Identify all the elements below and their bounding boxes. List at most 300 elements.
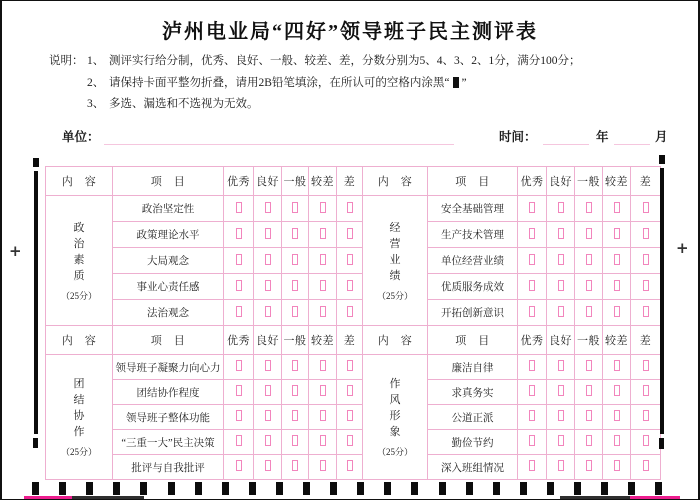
score-cell — [518, 355, 547, 380]
category-cell — [363, 196, 428, 326]
score-checkbox[interactable] — [292, 202, 298, 213]
item-label: 廉洁自律 — [428, 355, 518, 380]
timing-mark — [547, 482, 554, 495]
column-header-score: 一般 — [282, 326, 309, 355]
score-cell — [309, 274, 337, 300]
score-checkbox[interactable] — [529, 410, 535, 421]
table-row — [46, 274, 661, 300]
score-checkbox[interactable] — [529, 360, 535, 371]
score-cell — [337, 274, 363, 300]
score-checkbox[interactable] — [558, 435, 564, 446]
item-label: 开拓创新意识 — [428, 300, 518, 326]
score-cell — [518, 405, 547, 430]
score-checkbox[interactable] — [320, 385, 326, 396]
score-cell — [575, 355, 603, 380]
table-header-row — [46, 326, 661, 355]
score-checkbox[interactable] — [320, 280, 326, 291]
score-cell — [518, 300, 547, 326]
score-cell — [254, 430, 282, 455]
score-checkbox[interactable] — [643, 254, 649, 265]
item-label: 政策理论水平 — [113, 222, 224, 248]
category-label: 团 结 协 作 — [73, 378, 85, 438]
score-checkbox[interactable] — [529, 460, 535, 471]
timing-mark — [466, 482, 473, 495]
score-cell — [254, 274, 282, 300]
column-header-item: 项 目 — [113, 167, 224, 196]
score-checkbox[interactable] — [643, 410, 649, 421]
score-cell — [282, 248, 309, 274]
score-cell — [518, 222, 547, 248]
score-checkbox[interactable] — [347, 385, 353, 396]
score-cell — [224, 300, 254, 326]
score-checkbox[interactable] — [614, 202, 620, 213]
registration-plus-right-icon: + — [676, 239, 689, 257]
item-label: 政治坚定性 — [113, 196, 224, 222]
score-cell — [547, 380, 575, 405]
column-header-score: 良好 — [254, 326, 282, 355]
timing-mark — [628, 482, 635, 495]
score-checkbox[interactable] — [643, 460, 649, 471]
score-checkbox[interactable] — [236, 202, 242, 213]
score-checkbox[interactable] — [236, 280, 242, 291]
score-cell — [631, 274, 661, 300]
score-checkbox[interactable] — [265, 202, 271, 213]
score-cell — [224, 355, 254, 380]
score-cell — [254, 222, 282, 248]
month-label: 月 — [655, 130, 668, 144]
timing-mark — [411, 482, 418, 495]
timing-mark — [113, 482, 120, 495]
fill-sample-square-icon — [453, 77, 459, 88]
calibration-line-dark-right — [560, 496, 630, 499]
category-score-note: （25分） — [60, 447, 97, 457]
score-cell — [575, 430, 603, 455]
item-label: 事业心责任感 — [113, 274, 224, 300]
score-checkbox[interactable] — [586, 280, 592, 291]
score-cell — [518, 248, 547, 274]
score-cell — [631, 300, 661, 326]
instruction-text — [109, 73, 467, 95]
score-checkbox[interactable] — [265, 228, 271, 239]
score-checkbox[interactable] — [529, 254, 535, 265]
score-cell — [309, 455, 337, 480]
score-cell — [309, 430, 337, 455]
score-cell — [282, 300, 309, 326]
score-checkbox[interactable] — [265, 306, 271, 317]
sync-tick-left-bottom — [33, 438, 38, 448]
score-checkbox[interactable] — [265, 280, 271, 291]
score-cell — [224, 405, 254, 430]
score-checkbox[interactable] — [320, 254, 326, 265]
timing-mark — [384, 482, 391, 495]
score-checkbox[interactable] — [529, 306, 535, 317]
column-header-score: 较差 — [309, 167, 337, 196]
column-header-content: 内 容 — [363, 167, 428, 196]
column-header-content: 内 容 — [363, 326, 428, 355]
timing-mark — [655, 482, 662, 495]
column-header-score: 优秀 — [224, 326, 254, 355]
timing-mark — [32, 482, 39, 495]
score-cell — [603, 455, 631, 480]
score-cell — [518, 430, 547, 455]
instruction-line-3 — [87, 94, 669, 116]
score-cell — [575, 380, 603, 405]
table-row — [46, 380, 661, 405]
score-checkbox[interactable] — [265, 385, 271, 396]
category-score-note: （25分） — [376, 290, 413, 301]
score-checkbox[interactable] — [236, 385, 242, 396]
score-cell — [603, 248, 631, 274]
score-cell — [337, 196, 363, 222]
score-cell — [309, 222, 337, 248]
column-header-score: 较差 — [603, 167, 631, 196]
instruction-line-2 — [87, 73, 669, 95]
instruction-text: 多选、漏选和不选视为无效。 — [109, 98, 259, 110]
score-cell — [337, 380, 363, 405]
score-cell — [337, 405, 363, 430]
category-score-note: （25分） — [376, 447, 413, 457]
score-checkbox[interactable] — [292, 306, 298, 317]
score-checkbox[interactable] — [292, 280, 298, 291]
score-checkbox[interactable] — [292, 385, 298, 396]
instructions-block — [49, 51, 669, 116]
score-checkbox[interactable] — [558, 385, 564, 396]
unit-field[interactable] — [104, 129, 454, 145]
score-checkbox[interactable] — [236, 306, 242, 317]
column-header-item: 项 目 — [428, 326, 518, 355]
score-cell — [575, 248, 603, 274]
score-checkbox[interactable] — [265, 460, 271, 471]
score-checkbox[interactable] — [320, 435, 326, 446]
calibration-line-dark-left — [72, 496, 144, 499]
month-field[interactable] — [614, 129, 650, 145]
instruction-number: 3、 — [87, 98, 105, 110]
table-row — [46, 355, 661, 380]
item-label: 领导班子凝聚力向心力 — [113, 355, 224, 380]
score-cell — [224, 274, 254, 300]
column-header-score: 差 — [631, 167, 661, 196]
table-row — [46, 196, 661, 222]
score-checkbox[interactable] — [558, 254, 564, 265]
timing-mark — [601, 482, 608, 495]
score-checkbox[interactable] — [586, 254, 592, 265]
sync-bar-left — [34, 171, 38, 434]
score-checkbox[interactable] — [529, 280, 535, 291]
score-checkbox[interactable] — [265, 254, 271, 265]
score-cell — [631, 222, 661, 248]
score-checkbox[interactable] — [292, 435, 298, 446]
instruction-text-after: ” — [461, 76, 467, 89]
column-header-score: 良好 — [254, 167, 282, 196]
column-header-score: 优秀 — [518, 167, 547, 196]
score-cell — [309, 196, 337, 222]
score-cell — [547, 430, 575, 455]
score-cell — [224, 430, 254, 455]
unit-label: 单位： — [62, 130, 100, 144]
column-header-score: 优秀 — [518, 326, 547, 355]
score-checkbox[interactable] — [558, 410, 564, 421]
table-row — [46, 300, 661, 326]
timing-mark — [493, 482, 500, 495]
score-cell — [518, 455, 547, 480]
score-checkbox[interactable] — [320, 460, 326, 471]
score-cell — [518, 274, 547, 300]
score-cell — [309, 355, 337, 380]
item-label: 领导班子整体功能 — [113, 405, 224, 430]
column-header-content: 内 容 — [46, 326, 113, 355]
score-cell — [603, 355, 631, 380]
score-checkbox[interactable] — [614, 410, 620, 421]
instruction-line-1 — [49, 51, 669, 73]
score-checkbox[interactable] — [236, 360, 242, 371]
score-checkbox[interactable] — [320, 228, 326, 239]
score-checkbox[interactable] — [320, 202, 326, 213]
column-header-score: 一般 — [282, 167, 309, 196]
instruction-number: 1、 — [87, 55, 105, 67]
score-cell — [254, 300, 282, 326]
item-label: 勤俭节约 — [428, 430, 518, 455]
score-cell — [254, 196, 282, 222]
column-header-score: 一般 — [575, 326, 603, 355]
score-cell — [547, 355, 575, 380]
score-cell — [631, 248, 661, 274]
score-cell — [224, 455, 254, 480]
score-cell — [603, 380, 631, 405]
score-checkbox[interactable] — [586, 360, 592, 371]
score-checkbox[interactable] — [320, 410, 326, 421]
score-checkbox[interactable] — [643, 202, 649, 213]
timing-mark — [574, 482, 581, 495]
score-checkbox[interactable] — [347, 306, 353, 317]
item-label: 团结协作程度 — [113, 380, 224, 405]
calibration-line-magenta-left — [24, 496, 72, 499]
score-cell — [337, 300, 363, 326]
score-checkbox[interactable] — [558, 360, 564, 371]
score-checkbox[interactable] — [292, 360, 298, 371]
score-checkbox[interactable] — [236, 254, 242, 265]
table-row — [46, 405, 661, 430]
page-title: 泸州电业局“四好”领导班子民主测评表 — [162, 21, 538, 43]
score-cell — [224, 196, 254, 222]
score-checkbox[interactable] — [529, 385, 535, 396]
score-cell — [547, 300, 575, 326]
timing-mark — [222, 482, 229, 495]
score-checkbox[interactable] — [558, 460, 564, 471]
score-cell — [282, 196, 309, 222]
score-checkbox[interactable] — [236, 228, 242, 239]
instruction-text-before: 请保持卡面平整勿折叠，请用2B铅笔填涂，在所认可的空格内涂黑“ — [109, 76, 450, 89]
score-checkbox[interactable] — [347, 254, 353, 265]
score-cell — [631, 430, 661, 455]
category-cell — [363, 355, 428, 480]
score-cell — [224, 380, 254, 405]
score-checkbox[interactable] — [558, 280, 564, 291]
score-checkbox[interactable] — [236, 410, 242, 421]
score-checkbox[interactable] — [558, 228, 564, 239]
item-label: 求真务实 — [428, 380, 518, 405]
time-label: 时间： — [499, 130, 537, 144]
score-checkbox[interactable] — [643, 228, 649, 239]
timing-mark — [195, 482, 202, 495]
score-checkbox[interactable] — [643, 280, 649, 291]
column-header-score: 较差 — [309, 326, 337, 355]
score-checkbox[interactable] — [265, 410, 271, 421]
item-label: 单位经营业绩 — [428, 248, 518, 274]
timing-mark — [520, 482, 527, 495]
score-cell — [603, 430, 631, 455]
table-header-row — [46, 167, 661, 196]
score-cell — [518, 196, 547, 222]
score-cell — [631, 355, 661, 380]
score-checkbox[interactable] — [347, 360, 353, 371]
column-header-score: 优秀 — [224, 167, 254, 196]
item-label: 法治观念 — [113, 300, 224, 326]
sync-tick-left-top — [33, 158, 39, 167]
instruction-number: 2、 — [87, 76, 105, 89]
score-cell — [575, 222, 603, 248]
timing-mark — [86, 482, 93, 495]
score-cell — [254, 380, 282, 405]
score-checkbox[interactable] — [614, 460, 620, 471]
score-cell — [337, 222, 363, 248]
score-cell — [309, 405, 337, 430]
score-checkbox[interactable] — [558, 306, 564, 317]
score-checkbox[interactable] — [614, 228, 620, 239]
score-cell — [254, 455, 282, 480]
score-checkbox[interactable] — [614, 306, 620, 317]
score-cell — [575, 196, 603, 222]
score-checkbox[interactable] — [643, 360, 649, 371]
score-cell — [254, 248, 282, 274]
score-checkbox[interactable] — [614, 385, 620, 396]
score-cell — [337, 455, 363, 480]
score-cell — [547, 248, 575, 274]
year-label: 年 — [596, 130, 609, 144]
score-cell — [254, 355, 282, 380]
score-checkbox[interactable] — [529, 435, 535, 446]
category-cell — [46, 196, 113, 326]
score-cell — [224, 222, 254, 248]
score-cell — [631, 196, 661, 222]
score-checkbox[interactable] — [614, 435, 620, 446]
registration-plus-left-icon: + — [9, 242, 22, 260]
item-label: 大局观念 — [113, 248, 224, 274]
score-checkbox[interactable] — [614, 360, 620, 371]
score-checkbox[interactable] — [292, 254, 298, 265]
table-row — [46, 248, 661, 274]
item-label: “三重一大”民主决策 — [113, 430, 224, 455]
column-header-score: 差 — [337, 167, 363, 196]
score-checkbox[interactable] — [558, 202, 564, 213]
score-cell — [282, 274, 309, 300]
score-cell — [282, 430, 309, 455]
score-checkbox[interactable] — [347, 435, 353, 446]
score-cell — [603, 405, 631, 430]
column-header-score: 较差 — [603, 326, 631, 355]
score-checkbox[interactable] — [586, 410, 592, 421]
score-cell — [631, 380, 661, 405]
unit-time-row — [2, 127, 698, 149]
score-cell — [309, 300, 337, 326]
timing-mark — [140, 482, 147, 495]
score-checkbox[interactable] — [529, 202, 535, 213]
score-cell — [603, 300, 631, 326]
score-checkbox[interactable] — [586, 435, 592, 446]
score-checkbox[interactable] — [614, 280, 620, 291]
score-cell — [282, 405, 309, 430]
score-cell — [224, 248, 254, 274]
score-checkbox[interactable] — [347, 410, 353, 421]
timing-mark — [357, 482, 364, 495]
column-header-score: 差 — [631, 326, 661, 355]
score-cell — [282, 455, 309, 480]
score-cell — [575, 274, 603, 300]
score-checkbox[interactable] — [347, 460, 353, 471]
score-checkbox[interactable] — [320, 360, 326, 371]
score-cell — [337, 355, 363, 380]
score-checkbox[interactable] — [347, 280, 353, 291]
score-checkbox[interactable] — [292, 460, 298, 471]
sync-tick-right-top — [659, 155, 665, 164]
score-cell — [254, 405, 282, 430]
score-checkbox[interactable] — [236, 435, 242, 446]
score-checkbox[interactable] — [529, 228, 535, 239]
timing-mark — [439, 482, 446, 495]
score-cell — [282, 222, 309, 248]
score-checkbox[interactable] — [265, 360, 271, 371]
score-checkbox[interactable] — [320, 306, 326, 317]
score-checkbox[interactable] — [643, 306, 649, 317]
timing-mark — [276, 482, 283, 495]
score-cell — [518, 380, 547, 405]
score-checkbox[interactable] — [586, 460, 592, 471]
column-header-content: 内 容 — [46, 167, 113, 196]
score-checkbox[interactable] — [265, 435, 271, 446]
score-checkbox[interactable] — [586, 385, 592, 396]
score-checkbox[interactable] — [614, 254, 620, 265]
score-cell — [603, 196, 631, 222]
timing-mark — [168, 482, 175, 495]
category-label: 经 营 业 绩 — [389, 221, 401, 282]
timing-mark — [303, 482, 310, 495]
score-checkbox[interactable] — [586, 228, 592, 239]
score-checkbox[interactable] — [643, 435, 649, 446]
table-row — [46, 430, 661, 455]
score-checkbox[interactable] — [586, 202, 592, 213]
column-header-item: 项 目 — [428, 167, 518, 196]
score-checkbox[interactable] — [236, 460, 242, 471]
score-cell — [603, 274, 631, 300]
score-checkbox[interactable] — [347, 228, 353, 239]
score-checkbox[interactable] — [643, 385, 649, 396]
score-cell — [631, 405, 661, 430]
column-header-item: 项 目 — [113, 326, 224, 355]
category-score-note: （25分） — [60, 290, 97, 301]
column-header-score: 良好 — [547, 167, 575, 196]
item-label: 生产技术管理 — [428, 222, 518, 248]
score-checkbox[interactable] — [347, 202, 353, 213]
score-cell — [575, 405, 603, 430]
score-cell — [282, 380, 309, 405]
score-checkbox[interactable] — [586, 306, 592, 317]
score-cell — [547, 274, 575, 300]
score-checkbox[interactable] — [292, 228, 298, 239]
year-field[interactable] — [543, 129, 589, 145]
instructions-label: 说明： — [49, 55, 84, 67]
category-label: 作 风 形 象 — [389, 378, 401, 438]
score-cell — [575, 300, 603, 326]
score-checkbox[interactable] — [292, 410, 298, 421]
